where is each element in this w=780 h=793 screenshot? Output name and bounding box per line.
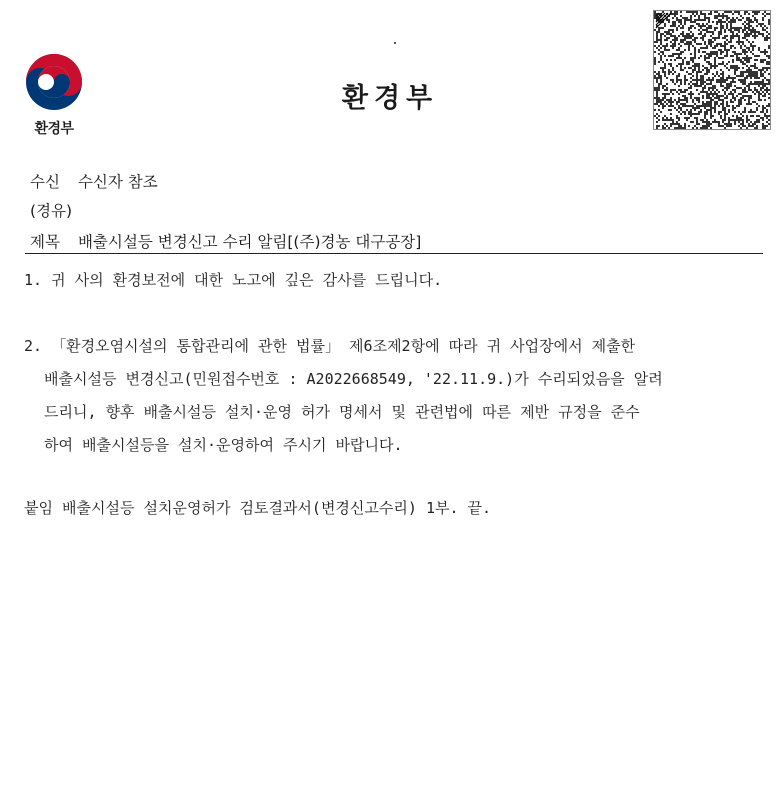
recipient-label: 수신 (30, 173, 60, 191)
recipient-row (30, 170, 158, 192)
header-divider (25, 253, 763, 254)
paragraph-2-line-4: 하여 배출시설등을 설치·운영하여 주시기 바랍니다. (44, 436, 403, 454)
logo-text: 환경부 (34, 121, 74, 137)
recipient-value: 수신자 참조 (77, 173, 158, 191)
paragraph-2-line-3: 드리니, 향후 배출시설등 설치·운영 허가 명세서 및 관련법에 따른 제반 규정을 준수 (44, 403, 640, 421)
barcode-pattern-icon (654, 11, 771, 130)
document-barcode (653, 10, 771, 130)
paragraph-2-line-2: 배출시설등 변경신고(민원접수번호 : A2022668549, '22.11.9.)가 수리되었음을 알려 (44, 370, 663, 388)
via-row (30, 199, 72, 221)
subject-row (30, 230, 421, 252)
paragraph-2-line-1: 2. 「환경오염시설의 통합관리에 관한 법률」 제6조제2항에 따라 귀 사업장에서 제출한 (24, 337, 636, 355)
attachment-line: 붙임 배출시설등 설치운영허가 검토결과서(변경신고수리) 1부. 끝. (24, 499, 492, 517)
document-title: 환경부 (341, 83, 439, 114)
paragraph-1: 1. 귀 사의 환경보전에 대한 노고에 깊은 감사를 드립니다. (24, 271, 443, 289)
subject-label: 제목 (30, 233, 60, 251)
via-label: (경유) (30, 202, 73, 220)
top-dot-mark (394, 42, 396, 44)
subject-value: 배출시설등 변경신고 수리 알림[(주)경농 대구공장] (77, 233, 422, 251)
